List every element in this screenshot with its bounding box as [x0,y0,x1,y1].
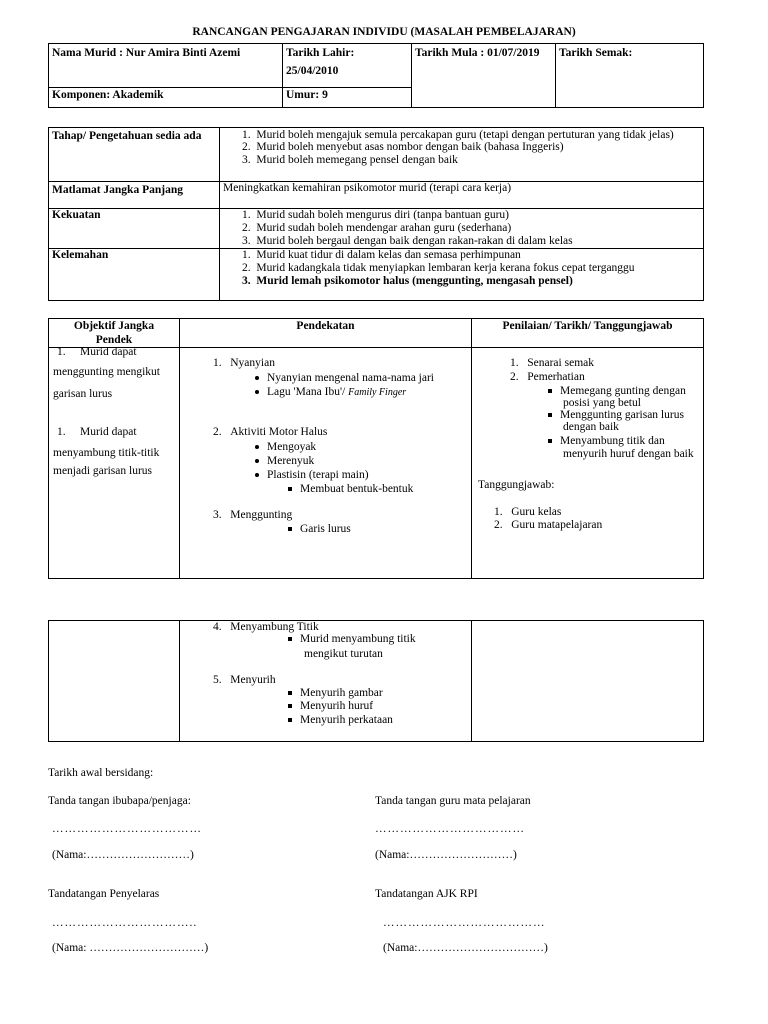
ajk-name-field[interactable]: (Nama:……………………………) [383,942,548,954]
coordinator-signature-label: Tandatangan Penyelaras [48,888,160,900]
pendekatan-2a: Mengoyak [255,441,316,453]
tahap-item-2: 2. Murid boleh menyebut asas nombor dengan baik (bahasa Inggeris) [242,141,564,153]
teacher-signature-label: Tanda tangan guru mata pelajaran [375,795,531,807]
objektif-1-line-2: menggunting mengikut [53,366,161,378]
kekuatan-value-cell [220,209,704,249]
ajk-signature-label: Tandatangan AJK RPI [375,888,478,900]
parent-signature-line[interactable]: ……………………………… [52,823,202,835]
parent-name-field[interactable]: (Nama:………………………) [52,849,194,861]
tahap-item-1: 1. Murid boleh mengajuk semula percakapan guru (tetapi dengan pertuturan yang tidak jelas) [242,129,674,141]
pendekatan-5: 5. Menyurih [213,674,276,686]
kekuatan-label-cell [49,209,220,249]
coordinator-signature-line[interactable]: …………………………….. [52,917,198,929]
teacher-name-field[interactable]: (Nama:………………………) [375,849,517,861]
pendekatan-3: 3. Menggunting [213,509,293,521]
tahap-label-cell [49,128,220,182]
penilaian-cell-continued [472,621,704,742]
tanggungjawab-1: 1. Guru kelas [494,506,562,518]
kekuatan-item-1: 1. Murid sudah boleh mengurus diri (tanpa bantuan guru) [242,209,509,221]
age: Umur: 9 [286,89,328,101]
penilaian-2a-cont: posisi yang betul [563,397,641,409]
student-info-table [48,43,704,108]
ajk-signature-line[interactable]: ………………………………… [383,917,546,929]
kelemahan-item-1: 1. Murid kuat tidur di dalam kelas dan semasa perhimpunan [242,249,521,261]
matlamat-label: Matlamat Jangka Panjang [52,184,183,196]
matlamat-value: Meningkatkan kemahiran psikomotor murid (terapi cara kerja) [223,182,512,194]
document-title: RANCANGAN PENGAJARAN INDIVIDU (MASALAH PEMBELAJARAN) [192,26,576,38]
pendekatan-5b: Menyurih huruf [288,700,373,712]
pendekatan-2b: Merenyuk [255,455,314,467]
pendekatan-1b: Lagu 'Mana Ibu'/ Family Finger [255,386,406,398]
kelemahan-label-cell [49,249,220,301]
review-date: Tarikh Semak: [559,47,633,59]
student-name-cell [49,44,283,88]
penilaian-2b-cont: dengan baik [563,421,619,433]
tanggungjawab-2: 2. Guru matapelajaran [494,519,603,531]
tanggungjawab-label: Tanggungjawab: [478,479,555,491]
penilaian-2c: Menyambung titik dan [548,435,665,447]
penilaian-2c-cont: menyurih huruf dengan baik [563,448,694,460]
objektif-2-line-1: 1. Murid dapat [57,426,137,438]
plan-table-continued [48,620,704,742]
objektif-2-line-2: menyambung titik-titik [53,447,160,459]
kekuatan-label: Kekuatan [52,209,101,221]
penilaian-2b: Menggunting garisan lurus [548,409,684,421]
pendekatan-5a: Menyurih gambar [288,687,383,699]
penilaian-2a: Memegang gunting dengan [548,385,686,397]
kekuatan-item-3: 3. Murid boleh bergaul dengan baik dengan rakan-rakan di dalam kelas [242,235,573,247]
objektif-cell [49,348,180,579]
objektif-1-line-3: garisan lurus [53,388,113,400]
pendekatan-1a: Nyanyian mengenal nama-nama jari [255,372,434,384]
kelemahan-item-3: 3. Murid lemah psikomotor halus (menggunting, mengasah pensel) [242,275,573,287]
objektif-cell-continued [49,621,180,742]
penilaian-1: 1. Senarai semak [510,357,594,369]
coordinator-name-field[interactable]: (Nama: …………………………) [52,942,209,954]
start-date-cell [412,44,556,108]
penilaian-cell [472,348,704,579]
age-cell [283,88,412,108]
col-objektif-header: Objektif Jangka Pendek [49,319,180,348]
pendekatan-4a: Murid menyambung titik [288,633,416,645]
pendekatan-3a: Garis lurus [288,523,351,535]
start-date: Tarikh Mula : 01/07/2019 [415,47,540,59]
pendekatan-cell-continued [180,621,472,742]
kekuatan-item-2: 2. Murid sudah boleh mendengar arahan guru (sederhana) [242,222,512,234]
tarikh-awal-bersidang: Tarikh awal bersidang: [48,767,154,779]
pendekatan-2c1: Membuat bentuk-bentuk [288,483,413,495]
birthdate-cell [283,44,412,88]
col-pendekatan-header: Pendekatan [180,319,472,348]
objektif-1-line-1: 1. Murid dapat [57,346,137,358]
teacher-signature-line[interactable]: ……………………………… [375,823,525,835]
matlamat-value-cell [220,182,704,209]
pendekatan-2c: Plastisin (terapi main) [255,469,369,481]
objektif-2-line-3: menjadi garisan lurus [53,465,153,477]
component: Komponen: Akademik [52,89,164,101]
kelemahan-value-cell [220,249,704,301]
kelemahan-item-2: 2. Murid kadangkala tidak menyiapkan lembaran kerja kerana fokus cepat terganggu [242,262,635,274]
pendekatan-5c: Menyurih perkataan [288,714,393,726]
parent-signature-label: Tanda tangan ibubapa/penjaga: [48,795,191,807]
review-date-cell [556,44,704,108]
pendekatan-cell [180,348,472,579]
plan-table [48,318,704,579]
pendekatan-1: 1. Nyanyian [213,357,275,369]
tahap-value-cell [220,128,704,182]
pendekatan-4a-cont: mengikut turutan [304,648,383,660]
pendekatan-4: 4. Menyambung Titik [213,621,319,633]
birthdate-label: Tarikh Lahir: [286,47,355,59]
matlamat-label-cell [49,182,220,209]
col-penilaian-header: Penilaian/ Tarikh/ Tanggungjawab [472,319,704,348]
student-name: Nama Murid : Nur Amira Binti Azemi [52,47,241,59]
pendekatan-2: 2. Aktiviti Motor Halus [213,426,328,438]
component-cell [49,88,283,108]
tahap-label: Tahap/ Pengetahuan sedia ada [52,130,202,142]
tahap-item-3: 3. Murid boleh memegang pensel dengan baik [242,154,458,166]
penilaian-2: 2. Pemerhatian [510,371,585,383]
profile-table [48,127,704,301]
birthdate-value: 25/04/2010 [286,65,339,77]
kelemahan-label: Kelemahan [52,249,109,261]
